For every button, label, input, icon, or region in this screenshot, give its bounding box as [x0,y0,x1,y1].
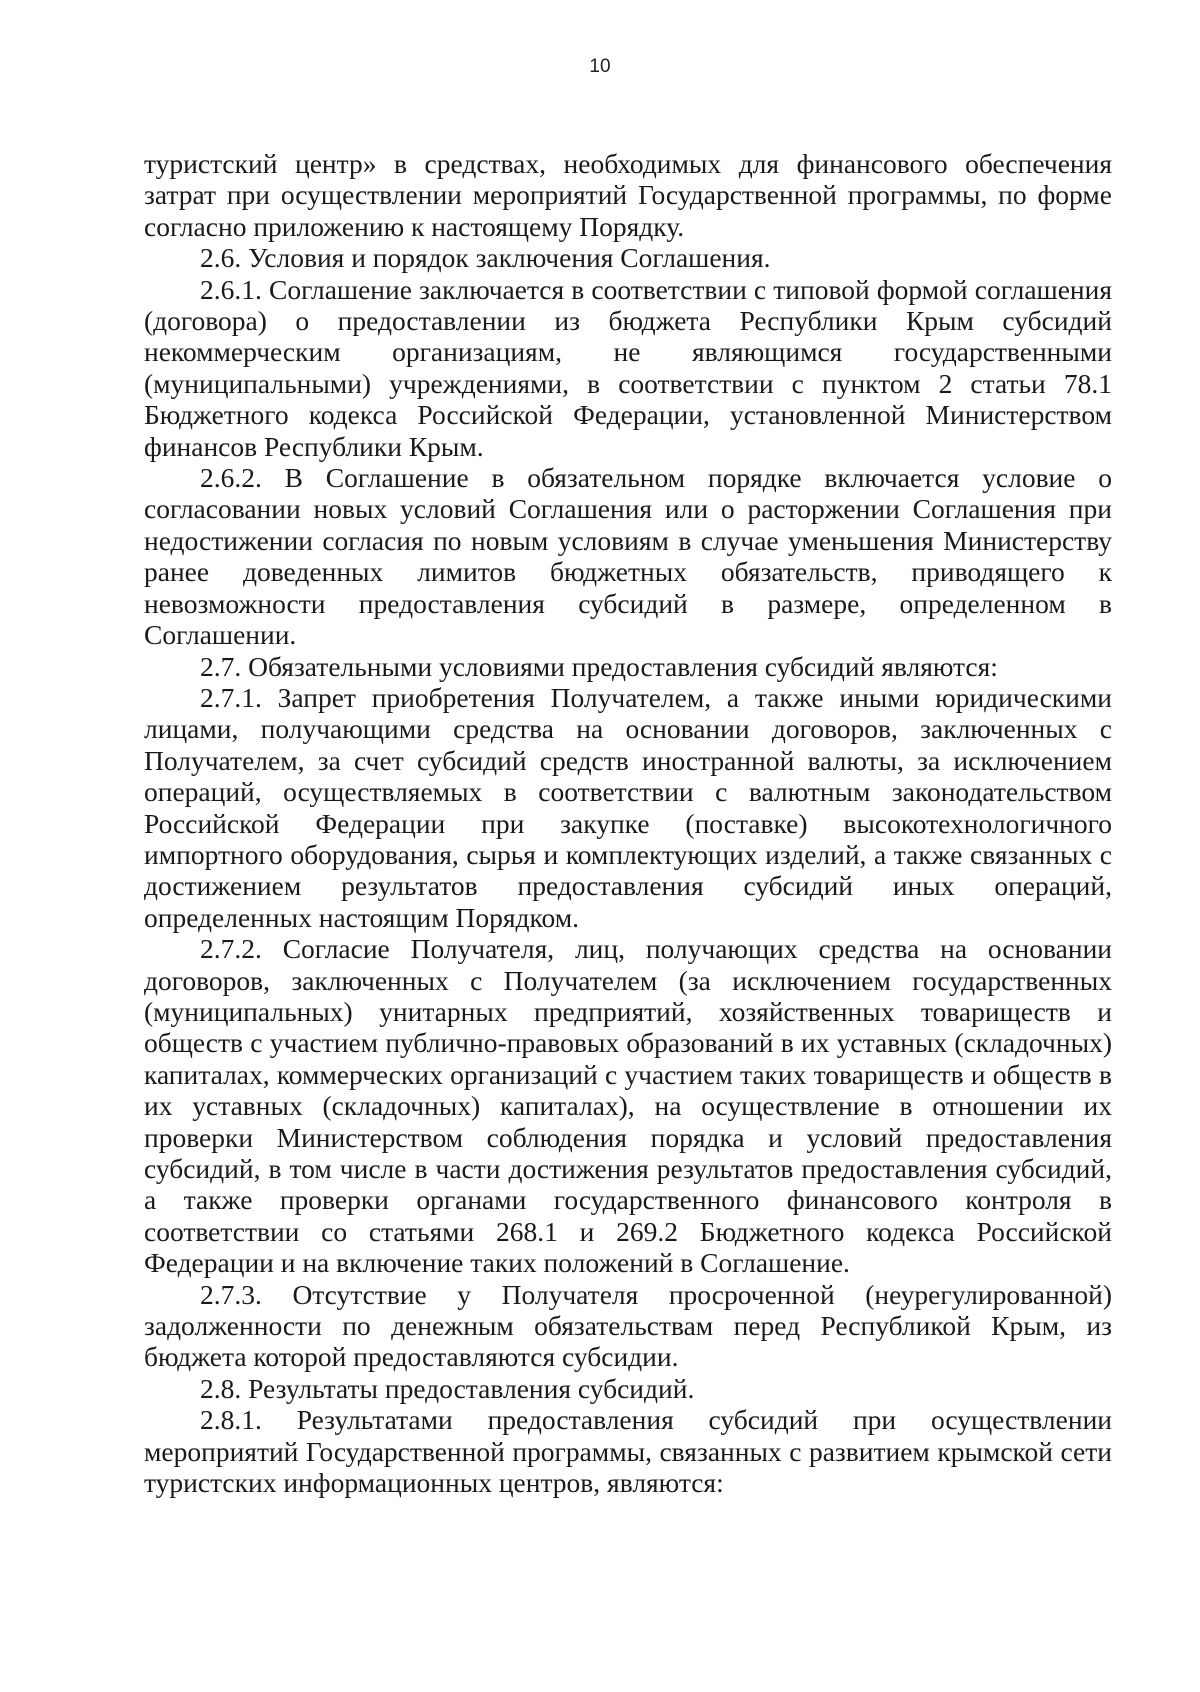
paragraph-continuation: туристский центр» в средствах, необходимых для финансового обеспечения затрат при осуществлении мероприятий Государственной программы, по форме согласно приложению к настоящему Порядку. [144,148,1112,242]
document-body [144,148,1112,1498]
paragraph-2-7-3: 2.7.3. Отсутствие у Получателя просроченной (неурегулированной) задолженности по денежным обязательствам перед Республикой Крым, из бюджета которой предоставляются субсидии. [144,1278,1112,1373]
page-number: 10 [589,56,611,77]
paragraph-2-7-2: 2.7.2. Согласие Получателя, лиц, получающих средства на основании договоров, заключенных с Получателем (за исключением государственных (муниципальных) унитарных предприятий, хозяйственных товариществ и обществ с участием публично-правовых образований в их уставных (складочных) капиталах, коммерческих организаций с участием таких товариществ и обществ в их уставных (складочных) капиталах), на осуществление в отношении их проверки Министерством соблюдения порядка и условий предоставления субсидий, в том числе в части достижения результатов предоставления субсидий, а также проверки органами государственного финансового контроля в соответствии со статьями 268.1 и 269.2 Бюджетного кодекса Российской Федерации и на включение таких положений в Соглашение. [144,933,1112,1279]
paragraph-2-6-2: 2.6.2. В Соглашение в обязательном порядке включается условие о согласовании новых условий Соглашения или о расторжении Соглашения при недостижении согласия по новым условиям в случае уменьшения Министерству ранее доведенных лимитов бюджетных обязательств, приводящего к невозможности предоставления субсидий в размере, определенном в Соглашении. [144,462,1112,651]
paragraph-2-7-1: 2.7.1. Запрет приобретения Получателем, а также иными юридическими лицами, получающими средства на основании договоров, заключенных с Получателем, за счет субсидий средств иностранной валюты, за исключением операций, осуществляемых в соответствии с валютным законодательством Российской Федерации при закупке (поставке) высокотехнологичного импортного оборудования, сырья и комплектующих изделий, а также связанных с достижением результатов предоставления субсидий иных операций, определенных настоящим Порядком. [144,681,1112,933]
section-heading-2-6: 2.6. Условия и порядок заключения Соглашения. [200,242,771,274]
paragraph-2-6-1: 2.6.1. Соглашение заключается в соответствии с типовой формой соглашения (договора) о предоставлении из бюджета Республики Крым субсидий некоммерческим организациям, не являющимся государственными (муниципальными) учреждениями, в соответствии с пунктом 2 статьи 78.1 Бюджетного кодекса Российской Федерации, установленной Министерством финансов Республики Крым. [144,273,1112,462]
section-heading-2-7: 2.7. Обязательными условиями предоставления субсидий являются: [200,650,998,682]
section-heading-2-8: 2.8. Результаты предоставления субсидий. [200,1372,695,1404]
paragraph-2-8-1: 2.8.1. Результатами предоставления субсидий при осуществлении мероприятий Государственной программы, связанных с развитием крымской сети туристских информационных центров, являются: [144,1404,1112,1499]
